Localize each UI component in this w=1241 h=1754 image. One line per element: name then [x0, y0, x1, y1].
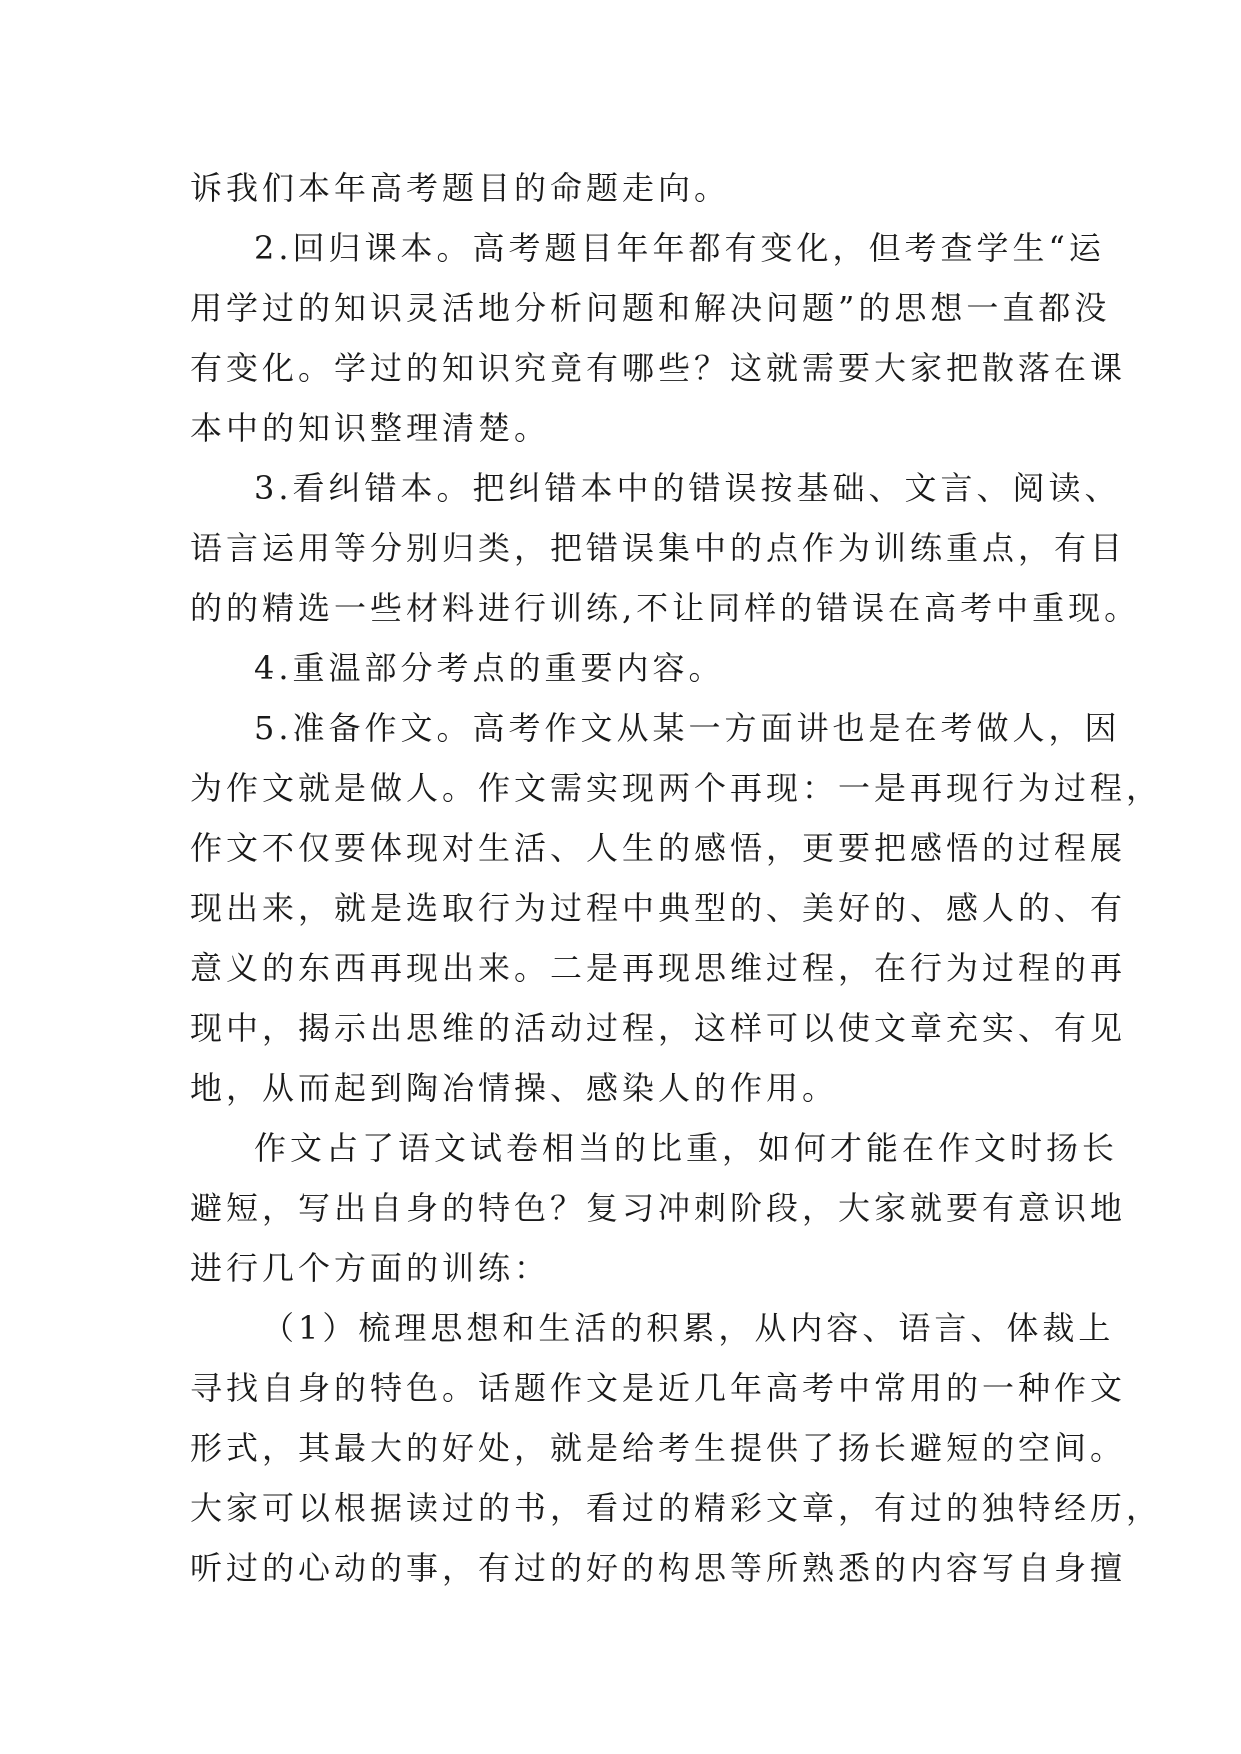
text-line: 为作文就是做人。作文需实现两个再现：一是再现行为过程， [190, 769, 1163, 807]
text-line: 作文占了语文试卷相当的比重，如何才能在作文时扬长 [254, 1129, 1119, 1167]
text-line: 现中，揭示出思维的活动过程，这样可以使文章充实、有见 [190, 1009, 1127, 1047]
text-line: 意义的东西再现出来。二是再现思维过程，在行为过程的再 [190, 949, 1127, 987]
text-line: 避短，写出自身的特色？复习冲刺阶段，大家就要有意识地 [190, 1189, 1127, 1227]
text-line: 4.重温部分考点的重要内容。 [254, 649, 725, 687]
text-line: 诉我们本年高考题目的命题走向。 [190, 169, 731, 207]
text-line: 有变化。学过的知识究竟有哪些？这就需要大家把散落在课 [190, 349, 1127, 387]
text-line: 寻找自身的特色。话题作文是近几年高考中常用的一种作文 [190, 1369, 1127, 1407]
text-line: 3.看纠错本。把纠错本中的错误按基础、文言、阅读、 [254, 469, 1121, 507]
text-line: （1）梳理思想和生活的积累，从内容、语言、体裁上 [262, 1309, 1115, 1347]
text-line: 大家可以根据读过的书，看过的精彩文章，有过的独特经历， [190, 1489, 1163, 1527]
text-line: 2.回归课本。高考题目年年都有变化，但考查学生“运 [254, 229, 1105, 267]
text-line: 听过的心动的事，有过的好的构思等所熟悉的内容写自身擅 [190, 1549, 1127, 1587]
text-line: 现出来，就是选取行为过程中典型的、美好的、感人的、有 [190, 889, 1127, 927]
text-line: 作文不仅要体现对生活、人生的感悟，更要把感悟的过程展 [190, 829, 1127, 867]
text-line: 的的精选一些材料进行训练,不让同样的错误在高考中重现。 [190, 589, 1141, 627]
text-line: 形式，其最大的好处，就是给考生提供了扬长避短的空间。 [190, 1429, 1127, 1467]
text-line: 进行几个方面的训练： [190, 1249, 551, 1287]
text-line: 语言运用等分别归类，把错误集中的点作为训练重点，有目 [190, 529, 1127, 567]
text-line: 5.准备作文。高考作文从某一方面讲也是在考做人，因 [254, 709, 1121, 747]
text-line: 用学过的知识灵活地分析问题和解决问题”的思想一直都没 [190, 289, 1111, 327]
text-line: 地，从而起到陶冶情操、感染人的作用。 [190, 1069, 839, 1107]
body-text [190, 158, 1163, 1598]
text-line: 本中的知识整理清楚。 [190, 409, 551, 447]
